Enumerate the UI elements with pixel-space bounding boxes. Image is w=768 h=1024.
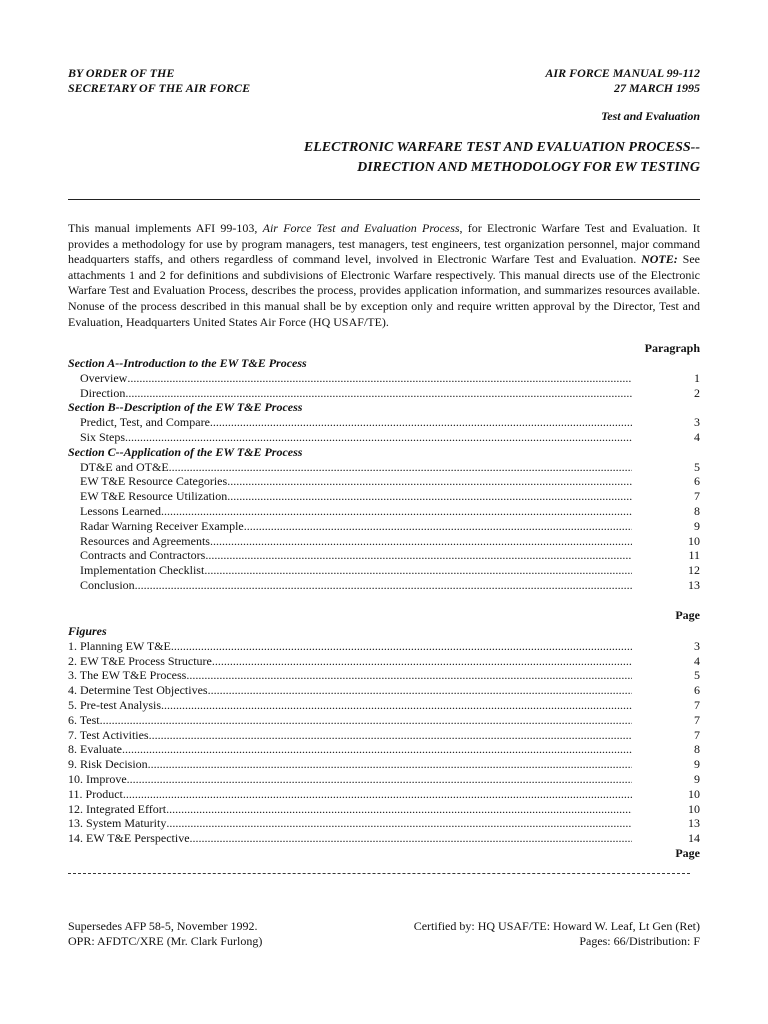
toc-entry-number: 10 bbox=[688, 533, 700, 548]
dot-leader bbox=[205, 548, 632, 563]
figure-entry[interactable] bbox=[68, 683, 700, 698]
toc-entry-number: 11 bbox=[688, 548, 700, 563]
figure-entry[interactable] bbox=[68, 787, 700, 802]
toc-entry[interactable] bbox=[68, 534, 700, 549]
figure-entry-number: 3 bbox=[694, 638, 700, 653]
toc-entry-number: 6 bbox=[694, 474, 700, 489]
authority-line-2: SECRETARY OF THE AIR FORCE bbox=[68, 81, 251, 95]
dot-leader bbox=[127, 371, 632, 386]
toc-entry[interactable] bbox=[68, 371, 700, 386]
figure-entry-label: 7. Test Activities bbox=[68, 727, 149, 742]
toc-entry-label: EW T&E Resource Utilization bbox=[80, 489, 228, 504]
dot-leader bbox=[161, 698, 632, 713]
dot-leader bbox=[123, 787, 632, 802]
dot-leader bbox=[100, 713, 632, 728]
figure-entry-number: 8 bbox=[694, 742, 700, 757]
section-b-heading: Section B--Description of the EW T&E Process bbox=[68, 400, 303, 415]
figure-entry-number: 6 bbox=[694, 683, 700, 698]
toc-entry-number: 3 bbox=[694, 415, 700, 430]
intro-text-3: See attachments 1 and 2 for definitions and subdivisions of Electronic Warfare respectively. This manual directs use of the Electronic Warfare Test and Evaluation Process, describes the process, provides application information, and summarizes resources available. Nonuse of the process described in this manual shall be by exception only and require written approval by the Director, Test and Evaluation, Headquarters United States Air Force (HQ USAF/TE). bbox=[68, 252, 700, 329]
figure-entry-label: 12. Integrated Effort bbox=[68, 801, 167, 816]
footer-left bbox=[68, 919, 262, 949]
section-c-heading: Section C--Application of the EW T&E Process bbox=[68, 444, 303, 459]
figures-heading: Figures bbox=[68, 624, 107, 638]
dot-leader bbox=[190, 831, 632, 846]
dot-leader bbox=[169, 460, 632, 475]
toc-entry[interactable] bbox=[68, 474, 700, 489]
toc-entry[interactable] bbox=[68, 489, 700, 504]
figure-entry-number: 13 bbox=[688, 816, 700, 831]
authority-header bbox=[68, 66, 250, 96]
figure-entry-label: 4. Determine Test Objectives bbox=[68, 683, 208, 698]
title-line-2: DIRECTION AND METHODOLOGY FOR EW TESTING bbox=[357, 160, 700, 175]
dot-leader bbox=[227, 474, 632, 489]
figure-entry-number: 7 bbox=[694, 712, 700, 727]
dot-leader bbox=[212, 654, 632, 669]
certified-by: Certified by: HQ USAF/TE: Howard W. Leaf, Lt Gen (Ret) bbox=[413, 919, 700, 933]
figure-entry[interactable] bbox=[68, 802, 700, 817]
toc-entry[interactable] bbox=[68, 504, 700, 519]
dot-leader bbox=[171, 639, 632, 654]
figure-entry-label: 11. Product bbox=[68, 786, 123, 801]
category-label: Test and Evaluation bbox=[601, 109, 700, 123]
toc-entry-label: Contracts and Contractors bbox=[80, 548, 206, 563]
list-of-figures bbox=[68, 624, 700, 846]
figure-entry-number: 10 bbox=[688, 801, 700, 816]
toc-entry[interactable] bbox=[68, 548, 700, 563]
toc-entry-label: Conclusion bbox=[80, 577, 135, 592]
toc-entry-label: Six Steps bbox=[80, 429, 126, 444]
toc-entry-number: 12 bbox=[688, 563, 700, 578]
figure-entry-label: 6. Test bbox=[68, 712, 100, 727]
toc-entry[interactable] bbox=[68, 563, 700, 578]
figure-entry-label: 13. System Maturity bbox=[68, 816, 167, 831]
dot-leader bbox=[204, 563, 632, 578]
dot-leader bbox=[208, 683, 632, 698]
dot-leader bbox=[210, 534, 632, 549]
figure-entry[interactable] bbox=[68, 772, 700, 787]
dot-leader bbox=[227, 489, 632, 504]
dot-leader bbox=[244, 519, 632, 534]
toc-entry-label: Direction bbox=[80, 385, 126, 400]
figure-entry-number: 10 bbox=[688, 786, 700, 801]
figure-entry[interactable] bbox=[68, 713, 700, 728]
toc-entry-number: 9 bbox=[694, 518, 700, 533]
toc-entry-number: 4 bbox=[694, 429, 700, 444]
table-of-contents bbox=[68, 356, 700, 593]
toc-entry-number: 2 bbox=[694, 385, 700, 400]
figure-entry-number: 9 bbox=[694, 771, 700, 786]
intro-note-label: NOTE: bbox=[641, 252, 678, 267]
figure-entry-number: 5 bbox=[694, 668, 700, 683]
document-title bbox=[200, 138, 700, 178]
toc-entry-number: 8 bbox=[694, 503, 700, 518]
toc-entry-number: 5 bbox=[694, 459, 700, 474]
figure-entry[interactable] bbox=[68, 757, 700, 772]
figure-entry[interactable] bbox=[68, 831, 700, 846]
figure-entry-label: 1. Planning EW T&E bbox=[68, 638, 171, 653]
toc-entry-label: Implementation Checklist bbox=[80, 563, 205, 578]
toc-entry-label: DT&E and OT&E bbox=[80, 459, 169, 474]
figure-entry-label: 14. EW T&E Perspective bbox=[68, 831, 190, 846]
intro-publication-title: Air Force Test and Evaluation Process bbox=[262, 221, 460, 235]
toc-entry[interactable] bbox=[68, 460, 700, 475]
dot-leader bbox=[135, 578, 632, 593]
toc-entry-label: Lessons Learned bbox=[80, 503, 161, 518]
toc-entry[interactable] bbox=[68, 430, 700, 445]
toc-entry-label: EW T&E Resource Categories bbox=[80, 474, 228, 489]
authority-line-1: BY ORDER OF THE bbox=[68, 66, 175, 80]
toc-entry-label: Predict, Test, and Compare bbox=[80, 415, 210, 430]
intro-text-1: This manual implements AFI 99-103, bbox=[68, 221, 263, 235]
toc-entry[interactable] bbox=[68, 578, 700, 593]
figure-entry[interactable] bbox=[68, 816, 700, 831]
figure-entry-number: 7 bbox=[694, 727, 700, 742]
intro-paragraph bbox=[68, 221, 700, 330]
figure-entry-number: 7 bbox=[694, 697, 700, 712]
opr-note: OPR: AFDTC/XRE (Mr. Clark Furlong) bbox=[68, 934, 263, 948]
figure-entry[interactable] bbox=[68, 639, 700, 654]
figure-entry[interactable] bbox=[68, 728, 700, 743]
dot-leader bbox=[125, 430, 632, 445]
dot-leader bbox=[127, 772, 632, 787]
toc-entry[interactable] bbox=[68, 519, 700, 534]
section-a-list bbox=[68, 371, 700, 401]
title-line-1: ELECTRONIC WARFARE TEST AND EVALUATION PROCESS-- bbox=[303, 140, 700, 155]
toc-entry[interactable] bbox=[68, 386, 700, 401]
dot-leader bbox=[166, 816, 632, 831]
figure-entry[interactable] bbox=[68, 698, 700, 713]
title-divider bbox=[68, 199, 700, 200]
dot-leader bbox=[148, 757, 632, 772]
intro-text-2: , for Electronic Warfare Test and Evaluation. It provides a methodology for use by program managers, test managers, test engineers, test organization personnel, major command headquarters staffs, and others regardless of command level, involved in Electronic Warfare Test and Evaluation. bbox=[68, 221, 700, 267]
footer-right bbox=[414, 919, 700, 949]
dot-leader bbox=[166, 802, 632, 817]
pages-distribution: Pages: 66/Distribution: F bbox=[579, 934, 700, 948]
toc-entry-label: Overview bbox=[80, 370, 128, 385]
section-a-heading: Section A--Introduction to the EW T&E Process bbox=[68, 356, 307, 370]
toc-entry-number: 13 bbox=[688, 577, 700, 592]
page-column-heading-2: Page bbox=[675, 846, 700, 860]
figure-entry-number: 4 bbox=[694, 653, 700, 668]
figure-entry-number: 9 bbox=[694, 757, 700, 772]
section-b-list bbox=[68, 415, 700, 445]
dot-leader bbox=[149, 728, 632, 743]
figure-entry-label: 5. Pre-test Analysis bbox=[68, 697, 161, 712]
toc-entry-label: Radar Warning Receiver Example bbox=[80, 518, 244, 533]
figure-entry-label: 9. Risk Decision bbox=[68, 757, 148, 772]
publication-date: 27 MARCH 1995 bbox=[613, 81, 700, 95]
toc-entry-number: 1 bbox=[694, 370, 700, 385]
dot-leader bbox=[186, 668, 632, 683]
figure-entry-label: 2. EW T&E Process Structure bbox=[68, 653, 212, 668]
figure-entry[interactable] bbox=[68, 654, 700, 669]
toc-entry[interactable] bbox=[68, 415, 700, 430]
dot-leader bbox=[125, 386, 632, 401]
publication-number: AIR FORCE MANUAL 99-112 bbox=[545, 66, 700, 80]
toc-entry-number: 7 bbox=[694, 489, 700, 504]
section-c-list bbox=[68, 460, 700, 593]
toc-entry-label: Resources and Agreements bbox=[80, 533, 210, 548]
supersedes-note: Supersedes AFP 58-5, November 1992. bbox=[68, 919, 258, 933]
paragraph-column-heading: Paragraph bbox=[644, 341, 700, 355]
dot-leader bbox=[161, 504, 632, 519]
figure-entry[interactable] bbox=[68, 742, 700, 757]
dot-leader bbox=[122, 742, 632, 757]
page-column-heading: Page bbox=[675, 608, 700, 622]
figures-list bbox=[68, 639, 700, 846]
figure-entry-label: 3. The EW T&E Process bbox=[68, 668, 187, 683]
figure-entry[interactable] bbox=[68, 668, 700, 683]
footer-divider bbox=[68, 873, 690, 874]
figure-entry-label: 8. Evaluate bbox=[68, 742, 122, 757]
figure-entry-number: 14 bbox=[688, 831, 700, 846]
figure-entry-label: 10. Improve bbox=[68, 771, 127, 786]
publication-header bbox=[545, 66, 700, 96]
dot-leader bbox=[210, 415, 632, 430]
